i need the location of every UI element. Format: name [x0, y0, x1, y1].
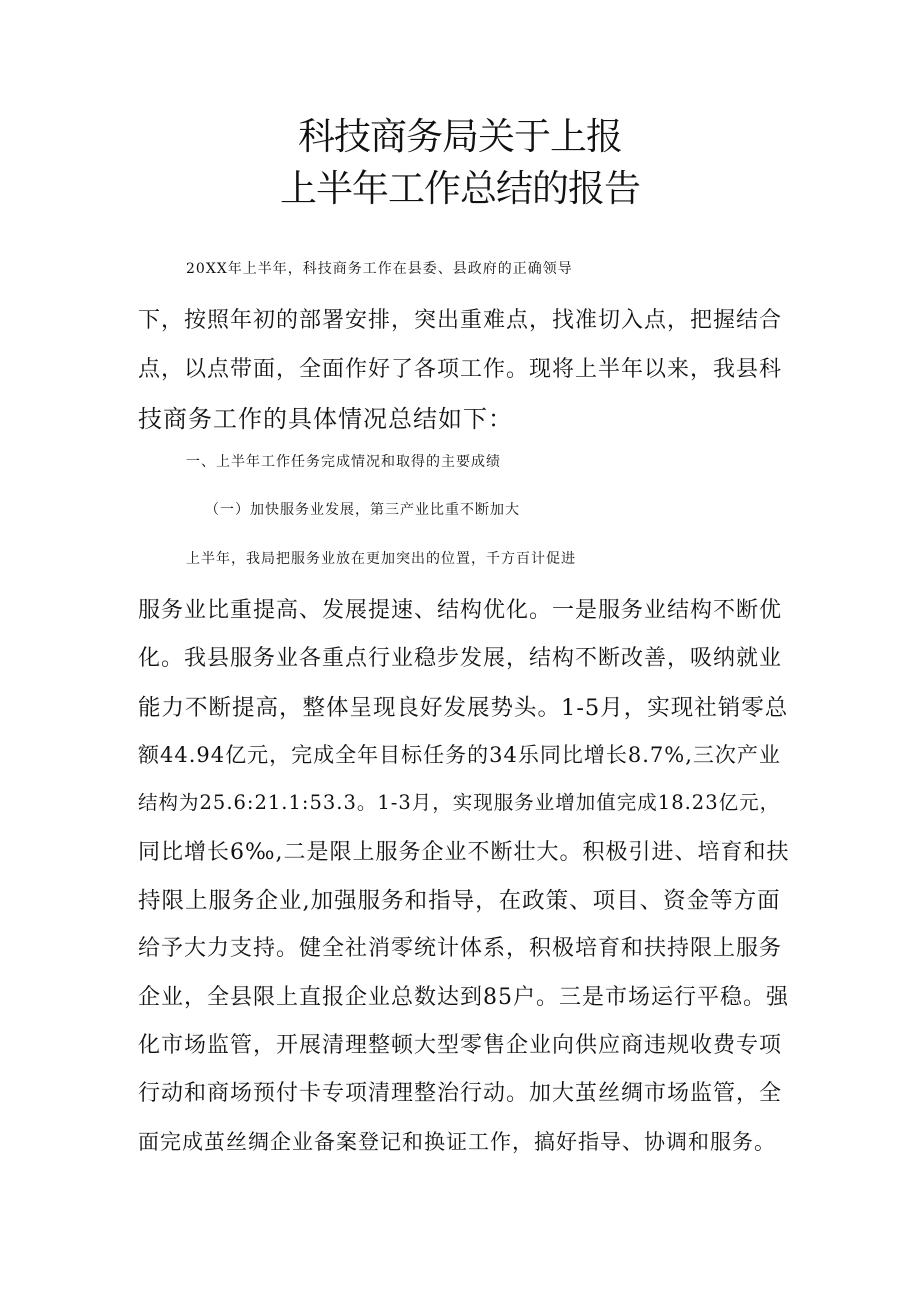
paragraph-line: 企业，全县限上直报企业总数达到85户。三是市场运行平稳。强: [138, 985, 789, 1010]
paragraph-line: 同比增长6‰,二是限上服务企业不断壮大。积极引进、培育和扶: [138, 840, 790, 865]
paragraph-line: 点，以点带面，全面作好了各项工作。现将上半年以来，我县科: [138, 357, 783, 382]
subsection-heading: （一）加快服务业发展，第三产业比重不断加大: [205, 502, 520, 518]
paragraph-line: 能力不断提高，整体呈现良好发展势头。1-5月，实现社销零总: [138, 695, 789, 721]
paragraph-line: 结构为25.6:21.1:53.3。1-3月，实现服务业增加值完成18.23亿元，: [138, 791, 781, 814]
document-title-line1: 科技商务局关于上报: [298, 115, 622, 158]
section-heading: 一、上半年工作任务完成情况和取得的主要成绩: [186, 454, 501, 470]
paragraph-line: 上半年，我局把服务业放在更加突出的位置，千方百计促进: [186, 551, 576, 567]
document-title-line2: 上半年工作总结的报告: [280, 167, 640, 210]
paragraph-line: 面完成茧丝绸企业备案登记和换证工作，搞好指导、协调和服务。: [138, 1130, 776, 1154]
paragraph-line: 给予大力支持。健全社消零统计体系，积极培育和扶持限上服务: [138, 936, 783, 961]
paragraph-line: 技商务工作的具体情况总结如下：: [138, 405, 513, 433]
paragraph-line: 行动和商场预付卡专项清理整治行动。加大茧丝绸市场监管，全: [138, 1081, 783, 1106]
paragraph-line: 额44.94亿元，完成全年目标任务的34乐同比增长8.7%,三次产业: [138, 743, 781, 767]
paragraph-line: 化市场监管，开展清理整顿大型零售企业向供应商违规收费专项: [138, 1033, 783, 1058]
paragraph-line: 下，按照年初的部署安排，突出重难点，找准切入点，把握结合: [138, 308, 783, 333]
paragraph-line: 服务业比重提高、发展提速、结构优化。一是服务业结构不断优: [138, 598, 783, 623]
paragraph-line: 持限上服务企业,加强服务和指导，在政策、项目、资金等方面: [138, 888, 781, 914]
paragraph-line: 化。我县服务业各重点行业稳步发展，结构不断改善，吸纳就业: [138, 646, 783, 671]
paragraph-line: 20XX年上半年，科技商务工作在县委、县政府的正确领导: [186, 261, 573, 277]
